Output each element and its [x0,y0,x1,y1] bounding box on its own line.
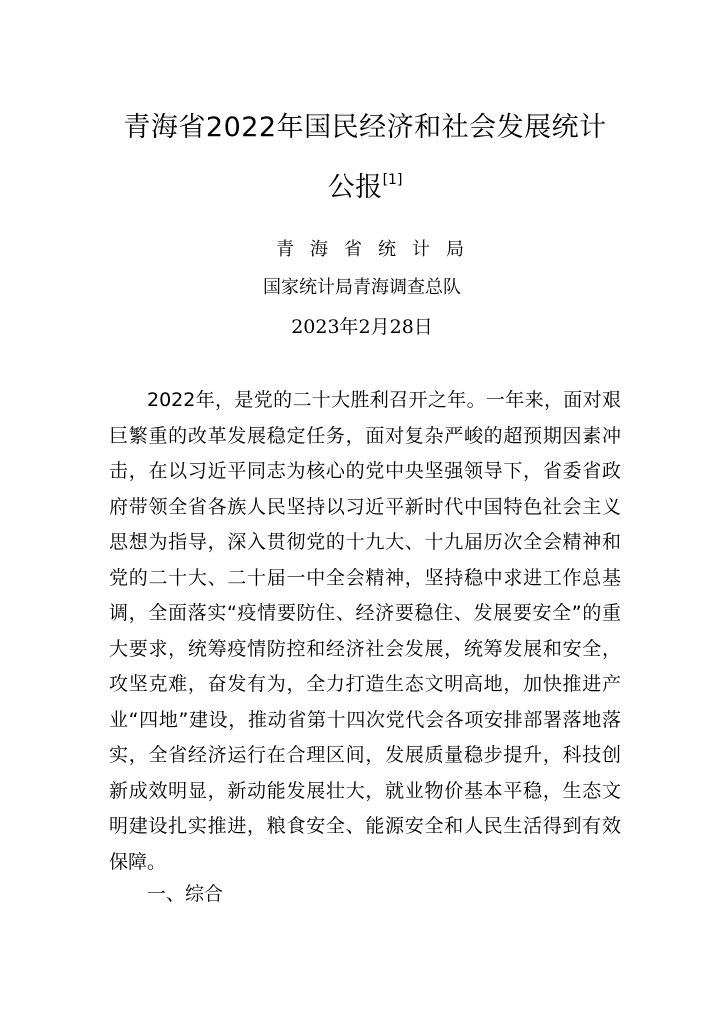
document-title-text: 青海省2022年国民经济和社会发展统计公报 [123,112,607,203]
document-title [110,102,620,214]
publication-date: 2023年2月28日 [291,316,433,338]
section-heading-overview: 一、综合 [147,883,224,905]
intro-paragraph: 2022年，是党的二十大胜利召开之年。一年来，面对艰巨繁重的改革发展稳定任务，面对复杂严峻的超预期因素冲击，在以习近平同志为核心的党中央坚强领导下，省委省政府带领全省各族人民坚持以习近平新时代中国特色社会主义思想为指导，深入贯彻党的十九大、十九届历次全会精神和党的二十大、二十届一中全会精神，坚持稳中求进工作总基调，全面落实“疫情要防住、经济要稳住、发展要安全”的重大要求，统筹疫情防控和经济社会发展，统筹发展和安全，攻坚克难，奋发有为，全力打造生态文明高地，加快推进产业“四地”建设，推动省第十四次党代会各项安排部署落地落实，全省经济运行在合理区间，发展质量稳步提升，科技创新成效明显，新动能发展壮大，就业物价基本平稳，生态文明建设扎实推进，粮食安全、能源安全和人民生活得到有效保障。 [109,389,621,873]
issuer-statistics-bureau: 青海省统计局 [276,239,480,260]
title-footnote-marker[interactable]: [1] [382,172,403,188]
issuer-survey-team: 国家统计局青海调查总队 [263,277,461,298]
